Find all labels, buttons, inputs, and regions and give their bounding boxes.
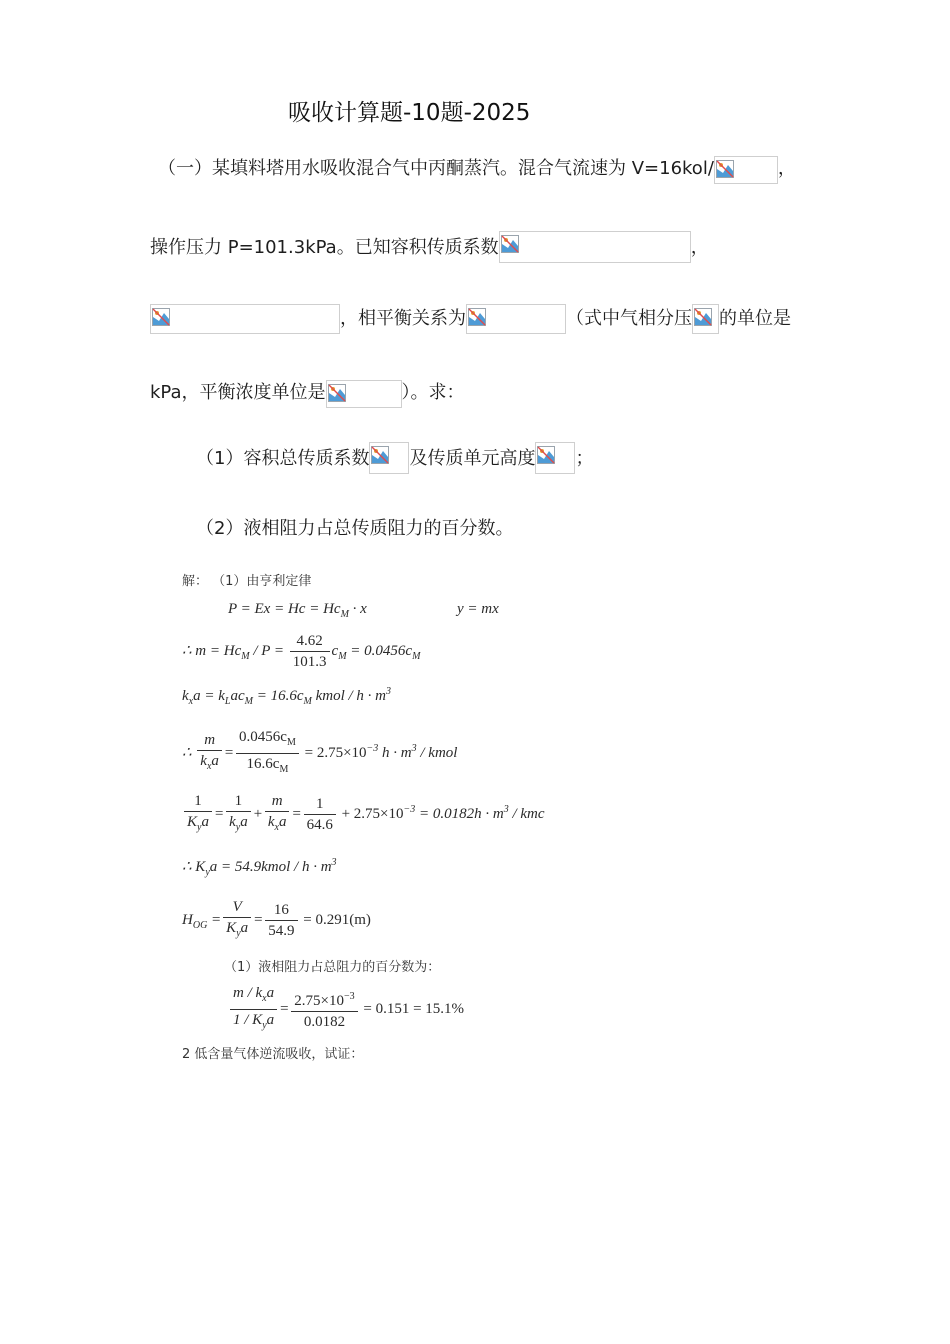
problem-line-3	[150, 304, 791, 334]
problem-text: 的单位是	[719, 308, 791, 329]
equation-resistance-sum: $\frac{1}{K_ya}$ = $\frac{1}{k_ya}$ + $\frac{m}{k_xa}$ = $\frac{1}{64.6}$ + $2.75\times 10^{-3} = 0.0182h \cdot m^3$ / kmc	[182, 792, 545, 837]
equation-equilibrium: y = mx	[457, 601, 499, 617]
page-title: 吸收计算题-10题-2025	[288, 100, 531, 126]
broken-image	[692, 304, 719, 334]
problem-text: ，相平衡关系为	[340, 308, 466, 329]
fraction: $\frac{1}{k_ya}$	[226, 792, 251, 837]
fraction: $\frac{m / k_xa}{1 / K_ya}$	[230, 984, 277, 1035]
fraction: $\frac{2.75\times 10^{-3}}{0.0182}$	[291, 988, 357, 1031]
problem-text: （一）某填料塔用水吸收混合气中丙酮蒸汽。混合气流速为 V=16kol/	[158, 158, 714, 179]
problem-line-1	[158, 154, 796, 184]
equation-m: ∴ $m = Hc_M / P$ = $\frac{4.62}{101.3}$ $c_M = 0.0456c_M$	[182, 633, 421, 670]
broken-image	[150, 304, 340, 334]
problem-text: （式中气相分压	[566, 308, 692, 329]
equation-kya: ∴ $K_ya$ = 54.9kmol / $h \cdot m^3$	[182, 857, 337, 878]
fraction: $\frac{4.62}{101.3}$	[290, 632, 330, 671]
broken-image	[535, 442, 575, 474]
solution-subheader: （1）液相阻力占总阻力的百分数为：	[224, 960, 441, 975]
problem-text: ；	[575, 448, 594, 469]
fraction: $\frac{16}{54.9}$	[265, 901, 297, 940]
broken-image-icon	[694, 308, 712, 326]
equation-hog: $H_{OG}$ = $\frac{V}{K_ya}$ = $\frac{16}{54.9}$ = 0.291(m)	[182, 898, 371, 943]
problem-line-4	[150, 378, 465, 408]
solution-header: 解： （1）由亨利定律	[182, 574, 312, 589]
broken-image-icon	[371, 446, 389, 464]
equation-henry: $P = Ex = Hc = Hc_M \cdot x$	[228, 601, 367, 620]
broken-image-icon	[152, 308, 170, 326]
broken-image	[499, 231, 691, 263]
problem-line-2	[150, 231, 709, 263]
problem-text: 及传质单元高度	[409, 448, 536, 469]
problem-text: （1）容积总传质系数	[196, 448, 370, 469]
broken-image	[369, 442, 409, 474]
problem-text: 操作压力 P=101.3kPa。已知容积传质系数	[150, 237, 499, 258]
problem-text: ，	[690, 237, 709, 258]
problem-text: ）。求：	[401, 382, 465, 403]
next-problem-heading: 2 低含量气体逆流吸收，试证：	[182, 1047, 364, 1062]
fraction: $\frac{V}{K_ya}$	[223, 898, 251, 943]
fraction: $\frac{1}{K_ya}$	[184, 792, 212, 837]
question-1	[196, 442, 593, 474]
problem-text: kPa，平衡浓度单位是	[150, 382, 326, 403]
broken-image	[714, 156, 778, 184]
fraction: $\frac{m}{k_xa}$	[197, 731, 222, 776]
fraction: $\frac{1}{64.6}$	[304, 795, 336, 834]
broken-image-icon	[716, 160, 734, 178]
broken-image-icon	[501, 235, 519, 253]
question-2: （2）液相阻力占总传质阻力的百分数。	[196, 518, 514, 539]
broken-image-icon	[537, 446, 555, 464]
broken-image-icon	[328, 384, 346, 402]
broken-image	[326, 380, 402, 408]
fraction: $\frac{0.0456c_M}{16.6c_M}$	[236, 728, 299, 779]
equation-m-over-kxa: ∴ $\frac{m}{k_xa}$ = $\frac{0.0456c_M}{16.6c_M}$ = $2.75\times 10^{-3}$ $h \cdot m^3$ / kmol	[182, 728, 457, 779]
fraction: $\frac{m}{k_xa}$	[265, 792, 290, 837]
broken-image-icon	[468, 308, 486, 326]
equation-percentage: $\frac{m / k_xa}{1 / K_ya}$ = $\frac{2.75\times 10^{-3}}{0.0182}$ = 0.151 = 15.1%	[228, 984, 464, 1035]
problem-text: ，	[777, 158, 796, 179]
broken-image	[466, 304, 566, 334]
equation-kxa: $k_xa = k_Lac_M = 16.6c_M$ kmol / $h \cdot m^3$	[182, 686, 392, 707]
